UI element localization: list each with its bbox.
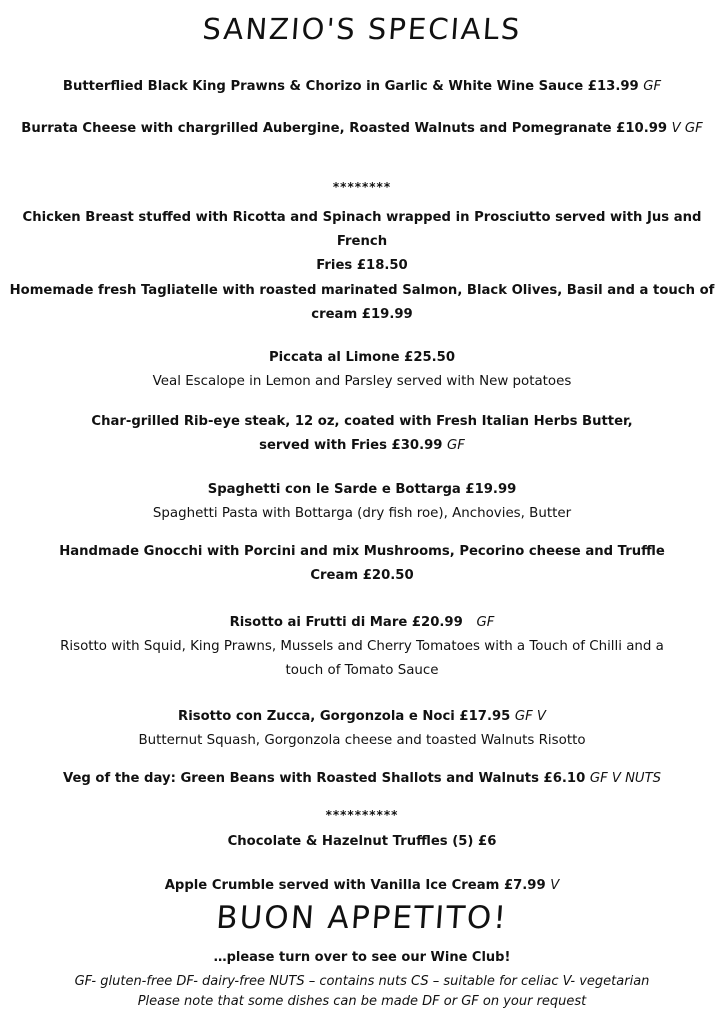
item-description-line1: Risotto with Squid, King Prawns, Mussels and Cherry Tomatoes with a Touch of Chilli and a xyxy=(60,639,664,654)
menu-item xyxy=(0,206,724,278)
item-name-line1: Homemade fresh Tagliatelle with roasted marinated Salmon, Black Olives, Basil and a touch of xyxy=(9,283,715,298)
menu-item xyxy=(0,705,724,753)
item-name-line1: Chicken Breast stuffed with Ricotta and Spinach wrapped in Prosciutto served with Jus and French xyxy=(22,210,702,249)
menu-item xyxy=(0,117,724,141)
separator: ******** xyxy=(332,180,392,194)
item-name-line2: cream £19.99 xyxy=(311,307,413,322)
request-note: Please note that some dishes can be made DF or GF on your request xyxy=(137,994,587,1009)
menu-item xyxy=(0,279,724,327)
item-description: Veal Escalope in Lemon and Parsley served with New potatoes xyxy=(152,374,572,389)
menu-item xyxy=(0,830,724,854)
item-name: Apple Crumble served with Vanilla Ice Cream £7.99 xyxy=(164,878,546,893)
item-tags: GF V NUTS xyxy=(589,771,662,786)
item-name: Veg of the day: Green Beans with Roasted Shallots and Walnuts £6.10 xyxy=(62,771,586,786)
menu-item xyxy=(0,611,724,683)
item-name-line2: served with Fries £30.99 xyxy=(259,438,443,453)
item-name: Risotto con Zucca, Gorgonzola e Noci £17.95 xyxy=(178,709,511,724)
menu-item xyxy=(0,75,724,99)
item-description: Spaghetti Pasta with Bottarga (dry fish roe), Anchovies, Butter xyxy=(152,506,572,521)
item-name-line1: Char-grilled Rib-eye steak, 12 oz, coated with Fresh Italian Herbs Butter, xyxy=(91,414,633,429)
item-tags: GF xyxy=(447,438,465,453)
closing-message: BUON APPETITO! xyxy=(215,900,509,936)
item-name: Risotto ai Frutti di Mare £20.99 xyxy=(229,615,463,630)
menu-item xyxy=(0,346,724,394)
item-tags: GF xyxy=(643,79,662,94)
item-tags: GF xyxy=(476,615,495,630)
dietary-legend: GF- gluten-free DF- dairy-free NUTS – contains nuts CS – suitable for celiac V- vegetarian xyxy=(74,974,650,989)
item-name: Butterflied Black King Prawns & Chorizo in Garlic & White Wine Sauce £13.99 xyxy=(62,79,639,94)
item-name: Spaghetti con le Sarde e Bottarga £19.99 xyxy=(207,482,517,497)
item-name: Piccata al Limone £25.50 xyxy=(268,350,456,365)
item-name-line2: Cream £20.50 xyxy=(310,568,414,583)
wine-club-note: …please turn over to see our Wine Club! xyxy=(213,950,511,965)
separator: ********** xyxy=(325,808,399,822)
item-description: Butternut Squash, Gorgonzola cheese and toasted Walnuts Risotto xyxy=(138,733,586,748)
item-name: Burrata Cheese with chargrilled Aubergine, Roasted Walnuts and Pomegranate £10.99 xyxy=(21,121,668,136)
item-tags: V GF xyxy=(671,121,703,136)
menu-item xyxy=(0,410,724,458)
menu-item xyxy=(0,478,724,526)
menu-item xyxy=(0,540,724,588)
menu-item xyxy=(0,874,724,898)
item-tags: GF V xyxy=(514,709,546,724)
item-name: Chocolate & Hazelnut Truffles (5) £6 xyxy=(227,834,497,849)
item-description-line2: touch of Tomato Sauce xyxy=(285,663,439,678)
item-tags: V xyxy=(550,878,560,893)
item-name-line1: Handmade Gnocchi with Porcini and mix Mushrooms, Pecorino cheese and Truffle xyxy=(59,544,665,559)
item-name-line2: Fries £18.50 xyxy=(316,258,408,273)
menu-item xyxy=(0,767,724,791)
page-title: SANZIO'S SPECIALS xyxy=(201,12,523,46)
